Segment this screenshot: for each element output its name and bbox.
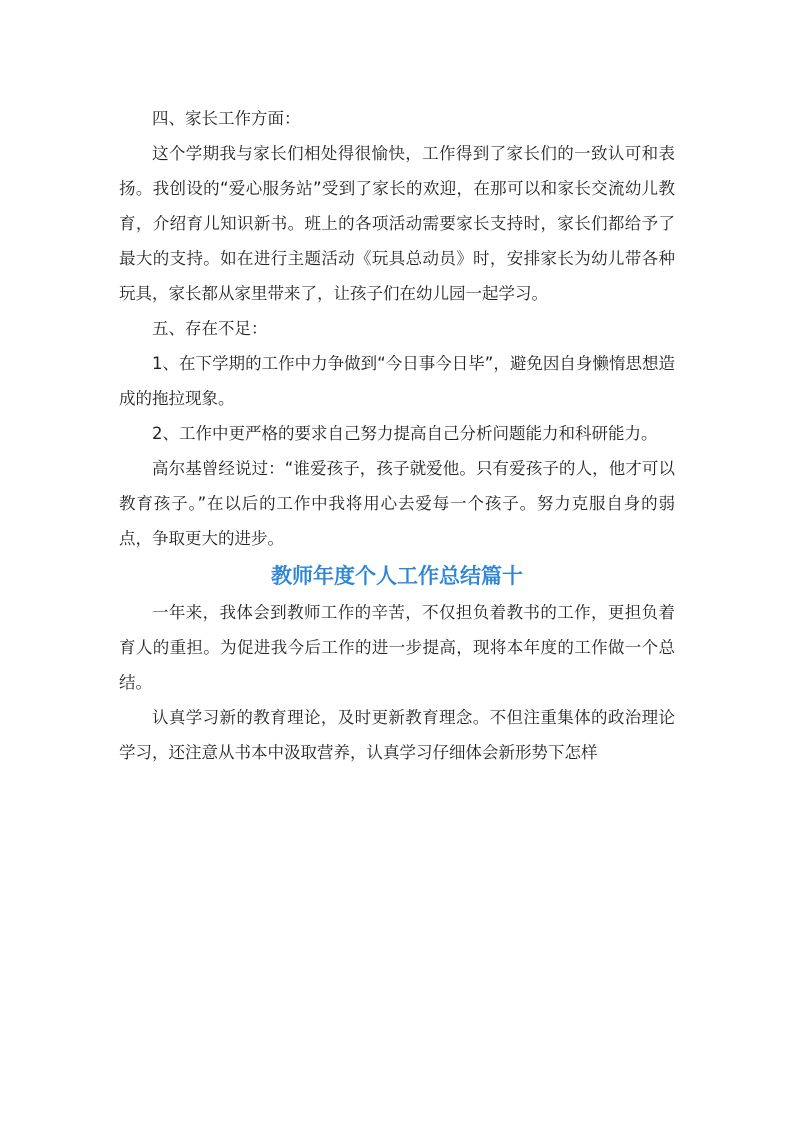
section-five-heading: 五、存在不足： — [152, 319, 268, 338]
article-ten-theory: 认真学习新的教育理论，及时更新教育理念。不但注重集体的政治理论学习，还注意从书本中汲取营养，认真学习仔细体会新形势下怎样 — [119, 708, 675, 762]
shortcoming-item-2: 2、工作中更严格的要求自己努力提高自己分析问题能力和科研能力。 — [152, 424, 658, 443]
article-ten-title: 教师年度个人工作总结篇十 — [271, 564, 523, 588]
section-four-heading: 四、家长工作方面： — [152, 109, 301, 128]
document-body — [119, 101, 675, 770]
article-ten-intro: 一年来，我体会到教师工作的辛苦，不仅担负着教书的工作，更担负着育人的重担。为促进我今后工作的进一步提高，现将本年度的工作做一个总结。 — [119, 603, 675, 692]
section-four-body: 这个学期我与家长们相处得很愉快，工作得到了家长们的一致认可和表扬。我创设的“爱心服务站”受到了家长的欢迎，在那可以和家长交流幼儿教育，介绍育儿知识新书。班上的各项活动需要家长支持时，家长们都给予了最大的支持。如在进行主题活动《玩具总动员》时，安排家长为幼儿带各种玩具，家长都从家里带来了，让孩子们在幼儿园一起学习。 — [119, 144, 675, 303]
shortcoming-item-1: 1、在下学期的工作中力争做到“今日事今日毕”，避免因自身懒惰思想造成的拖拉现象。 — [119, 354, 675, 408]
gorky-quote-paragraph: 高尔基曾经说过：“谁爱孩子，孩子就爱他。只有爱孩子的人，他才可以教育孩子。”在以后的工作中我将用心去爱每一个孩子。努力克服自身的弱点，争取更大的进步。 — [119, 459, 675, 548]
